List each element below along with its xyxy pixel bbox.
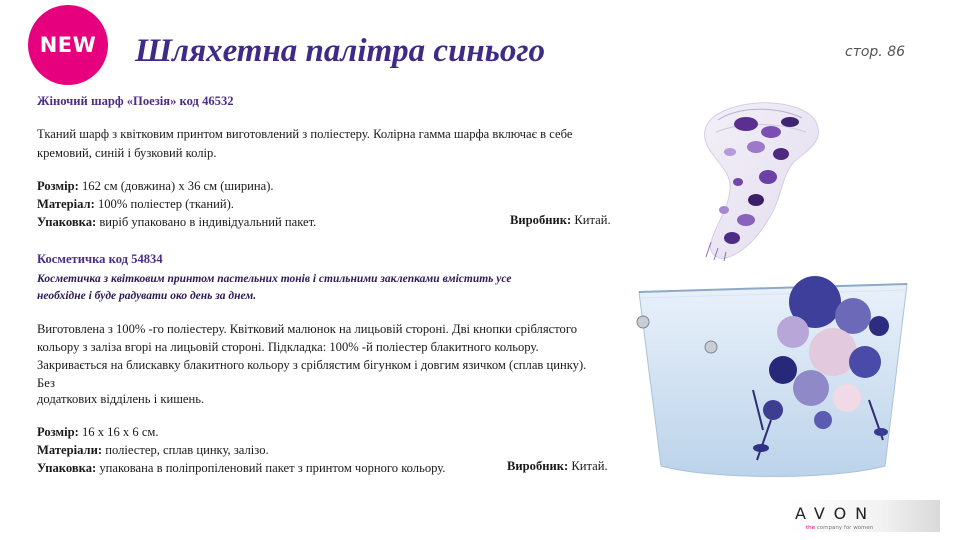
page-reference: стор. 86 [845, 44, 906, 60]
avon-logo: AVON [795, 504, 877, 523]
scarf-material-value: 100% поліестер (тканий). [94, 197, 234, 211]
scarf-manufacturer [510, 213, 611, 228]
cosmetic-bag-size-value: 16 х 16 х 6 см. [78, 425, 159, 439]
scarf-manufacturer-label: Виробник: [510, 213, 572, 227]
cosmetic-bag-packaging-label: Упаковка: [37, 461, 97, 475]
cosmetic-bag-description-line-4: Без [37, 376, 55, 390]
cosmetic-bag-description-line-2: кольору з заліза вгорі на лицьовій стороні. Підкладка: 100% -й поліестер блакитного кольору. [37, 340, 539, 354]
cosmetic-bag-description-line-3: Закривається на блискавку блакитного кольору з сріблястим бігунком і довгим язичком (сплав цинку). [37, 358, 587, 372]
cosmetic-bag-materials-value: поліестер, сплав цинку, залізо. [102, 443, 269, 457]
cosmetic-bag-description-line-5: додаткових відділень і кишень. [37, 392, 205, 406]
avon-logo-tagline [806, 525, 873, 531]
cosmetic-bag-manufacturer-value: Китай. [568, 459, 608, 473]
scarf-manufacturer-value: Китай. [571, 213, 611, 227]
scarf-heading: Жіночий шарф «Поезія» код 46532 [37, 94, 234, 108]
scarf-description-line-1: Тканий шарф з квітковим принтом виготовлений з поліестеру. Колірна гамма шарфа включає в себе [37, 127, 573, 141]
avon-logo-tagline-rest: company for women [815, 525, 874, 531]
cosmetic-bag-materials-label: Матеріали: [37, 443, 103, 457]
cosmetic-bag-packaging [37, 459, 445, 477]
scarf-packaging [37, 213, 316, 231]
page-title: Шляхетна палітра синього [135, 33, 546, 69]
cosmetic-bag-materials [37, 441, 269, 459]
cosmetic-bag-heading: Косметичка код 54834 [37, 252, 163, 266]
scarf-size [37, 177, 274, 195]
scarf-image [686, 92, 866, 262]
scarf-packaging-value: виріб упаковано в індивідуальний пакет. [96, 215, 317, 229]
cosmetic-bag-size [37, 423, 159, 441]
cosmetic-bag-description-line-1: Виготовлена з 100% -го поліестеру. Квітковий малюнок на лицьовій стороні. Дві кнопки сріблястого [37, 322, 577, 336]
scarf-size-value: 162 см (довжина) х 36 см (ширина). [78, 179, 274, 193]
cosmetic-bag-tagline-line-2: необхідне і буде радувати око день за днем. [37, 290, 257, 302]
scarf-size-label: Розмір: [37, 179, 79, 193]
cosmetic-bag-packaging-value: упакована в поліпропіленовий пакет з принтом чорного кольору. [96, 461, 446, 475]
scarf-packaging-label: Упаковка: [37, 215, 97, 229]
scarf-material [37, 195, 234, 213]
cosmetic-bag-size-label: Розмір: [37, 425, 79, 439]
cosmetic-bag-manufacturer [507, 459, 608, 474]
scarf-material-label: Матеріал: [37, 197, 95, 211]
new-badge-label: NEW [39, 33, 97, 57]
avon-logo-tagline-highlight: the [806, 525, 816, 531]
cosmetic-bag-tagline-line-1: Косметичка з квітковим принтом пастельних тонів і стильними заклепками вмістить усе [37, 273, 512, 285]
scarf-description-line-2: кремовий, синій і бузковий колір. [37, 146, 217, 160]
cosmetic-bag-image [633, 270, 913, 485]
cosmetic-bag-manufacturer-label: Виробник: [507, 459, 569, 473]
new-badge [28, 5, 108, 85]
